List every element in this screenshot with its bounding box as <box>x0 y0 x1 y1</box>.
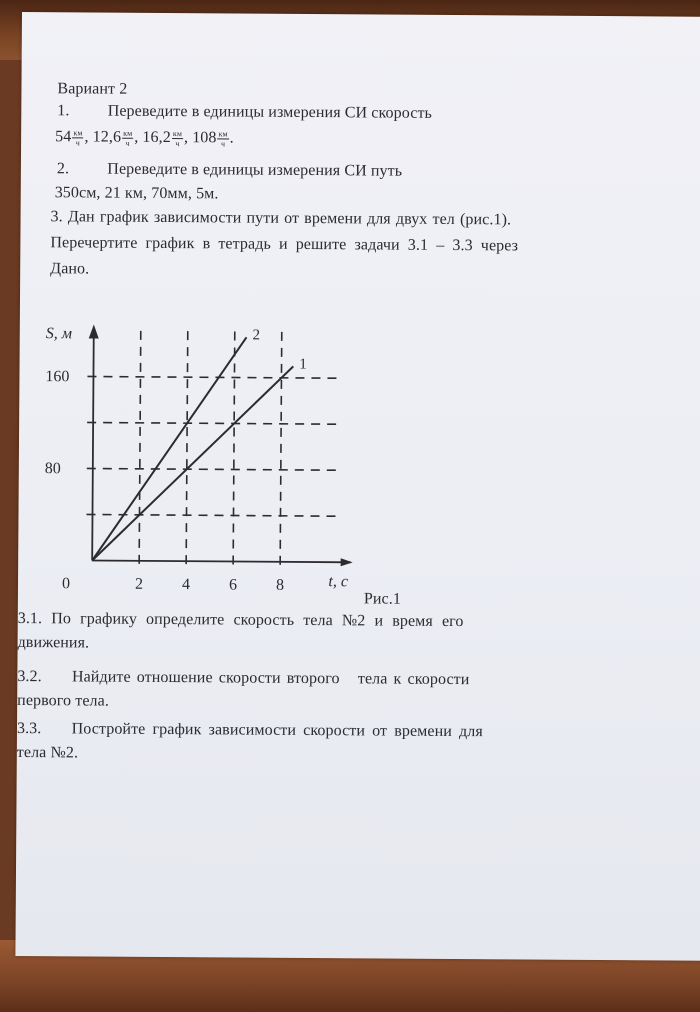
task1-number: 1. <box>57 102 70 120</box>
task2-question <box>57 160 402 180</box>
speed-value <box>142 129 193 149</box>
speed-number: 108 <box>192 129 217 147</box>
y-tick-label: 160 <box>45 368 70 386</box>
series-label-1: 1 <box>299 356 307 373</box>
q31-line2: движения. <box>17 633 90 652</box>
x-tick-label: 6 <box>228 576 238 594</box>
worksheet-page <box>15 12 700 961</box>
grid-line-horizontal <box>87 468 340 470</box>
distance-time-chart <box>28 302 360 594</box>
speed-unit-fraction: $\frac{км}{ч}$ <box>218 129 228 149</box>
y-tick-label: 80 <box>44 460 61 478</box>
grid-line-vertical <box>233 331 235 567</box>
x-axis-label: t, с <box>328 573 349 591</box>
x-tick-label: 2 <box>134 575 144 593</box>
variant-title: Вариант 2 <box>57 80 128 98</box>
speed-value <box>192 129 234 149</box>
speed-value <box>55 128 93 148</box>
task2-values: 350см, 21 км, 70мм, 5м. <box>54 184 219 203</box>
task1-question <box>57 102 432 123</box>
grid-line-vertical <box>280 332 282 568</box>
x-axis <box>92 561 350 563</box>
y-axis-arrow <box>89 324 99 338</box>
speed-unit-fraction: $\frac{км}{ч}$ <box>123 128 133 148</box>
q33-line2: тела №2. <box>16 743 79 762</box>
q31-line1: 3.1. По графику определите скорость тела №2 и время его <box>17 609 464 631</box>
separator: . <box>229 129 234 147</box>
origin-label: 0 <box>61 575 71 593</box>
chart-axes <box>87 324 354 566</box>
speed-unit-fraction: $\frac{км}{ч}$ <box>73 128 83 148</box>
grid-line-horizontal <box>87 422 340 424</box>
q32-line2: первого тела. <box>17 691 110 710</box>
figure-caption: Рис.1 <box>363 590 402 608</box>
y-axis-label: S, м <box>45 325 73 343</box>
grid-line-vertical <box>139 331 141 567</box>
task3-line1: 3. Дан график зависимости пути от времени для двух тел (рис.1). <box>50 208 512 229</box>
task2-number: 2. <box>56 160 70 178</box>
q33-text: Постройте график зависимости скорости от времени для <box>71 720 483 741</box>
q33-number: 3.3. <box>16 719 42 738</box>
x-tick-label: 8 <box>275 576 285 594</box>
task3-line3: Дано. <box>50 260 90 278</box>
separator: , <box>134 128 143 147</box>
q33-question <box>17 720 483 741</box>
task2-text: Переведите в единицы измерения СИ путь <box>107 160 403 180</box>
separator: , <box>183 129 193 147</box>
series-label-2: 2 <box>252 327 261 344</box>
task1-values <box>55 128 234 148</box>
grid-line-vertical <box>186 331 188 567</box>
q32-text: Найдите отношение скорости второго тела к скорости <box>71 668 470 689</box>
speed-value <box>93 129 143 146</box>
speed-unit-fraction: $\frac{км}{ч}$ <box>172 129 183 149</box>
grid-line-horizontal <box>87 376 340 378</box>
series-line-2 <box>92 336 246 561</box>
q32-question <box>17 668 469 689</box>
chart-series <box>92 336 293 562</box>
x-axis-arrow <box>341 558 353 566</box>
y-axis <box>92 329 94 561</box>
speed-number: 54 <box>55 128 72 146</box>
series-line-1 <box>92 365 293 562</box>
task3-line2: Перечертите график в тетрадь и решите задачи 3.1 – 3.3 через <box>50 234 519 255</box>
speed-number: 12,6 <box>92 128 122 146</box>
q32-number: 3.2. <box>17 667 42 686</box>
x-tick-label: 4 <box>181 576 191 594</box>
speed-number: 16,2 <box>142 129 171 147</box>
separator: , <box>84 128 93 146</box>
task1-text: Переведите в единицы измерения СИ скорость <box>107 102 433 122</box>
